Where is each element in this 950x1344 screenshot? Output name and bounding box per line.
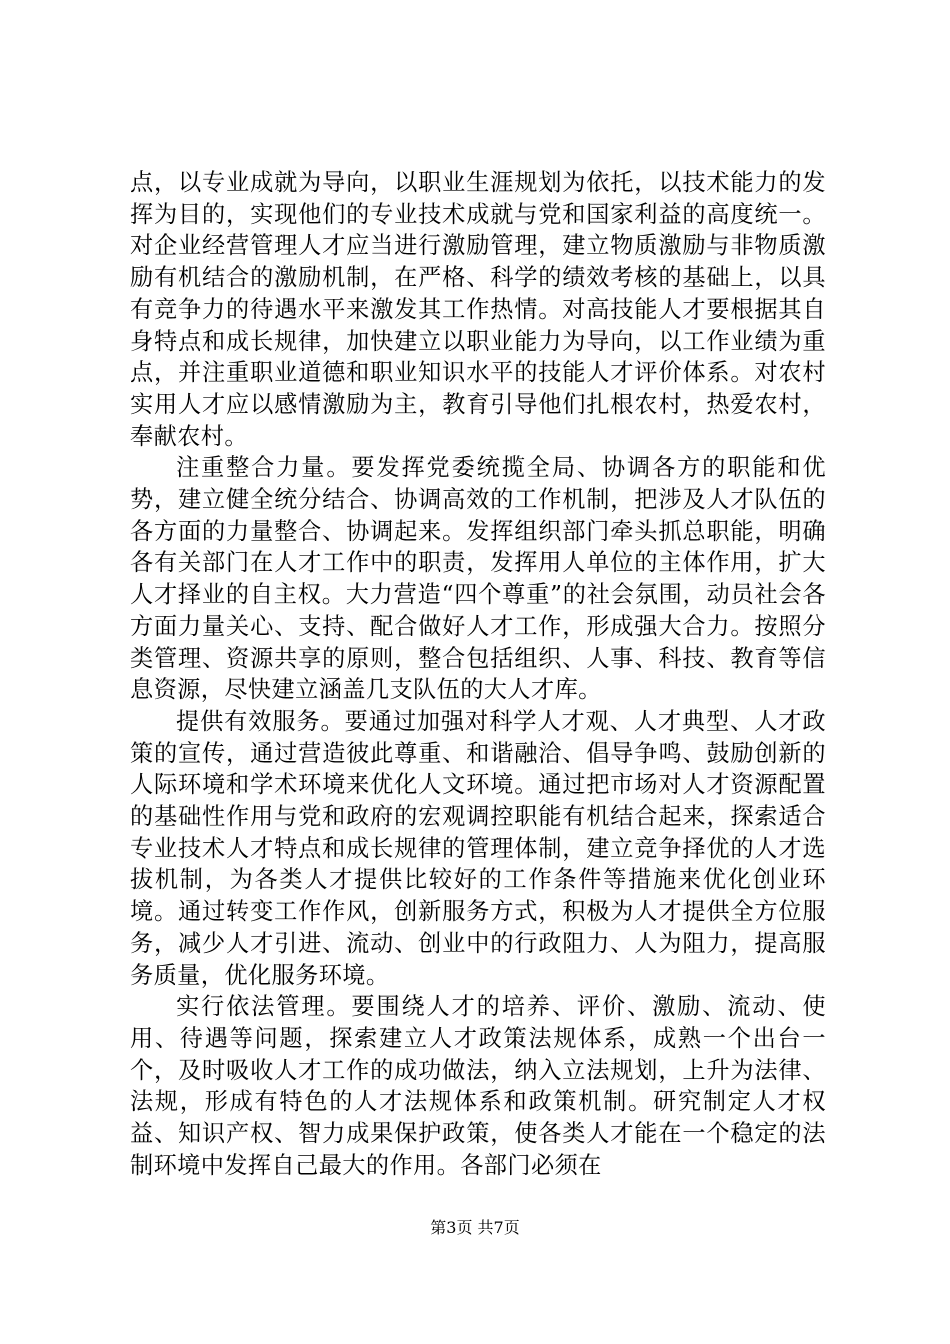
- page-footer: 第3页 共7页: [430, 1218, 520, 1237]
- paragraph-effective-services: 提供有效服务。要通过加强对科学人才观、人才典型、人才政策的宣传，通过营造彼此尊重、和谐融洽、倡导争鸣、鼓励创新的人际环境和学术环境来优化人文环境。通过把市场对人才资源配置的基础性作用与党和政府的宏观调控职能有机结合起来，探索适合专业技术人才特点和成长规律的管理体制，建立竞争择优的人才选拔机制，为各类人才提供比较好的工作条件等措施来优化创业环境。通过转变工作作风，创新服务方式，积极为人才提供全方位服务，减少人才引进、流动、创业中的行政阻力、人为阻力，提高服务质量，优化服务环境。: [130, 707, 826, 989]
- document-body: [130, 167, 826, 1182]
- paragraph-integrate-forces: 注重整合力量。要发挥党委统揽全局、协调各方的职能和优势，建立健全统分结合、协调高效的工作机制，把涉及人才队伍的各方面的力量整合、协调起来。发挥组织部门牵头抓总职能，明确各有关部门在人才工作中的职责，发挥用人单位的主体作用，扩大人才择业的自主权。大力营造“四个尊重”的社会氛围，动员社会各方面力量关心、支持、配合做好人才工作，形成强大合力。按照分类管理、资源共享的原则，整合包括组织、人事、科技、教育等信息资源，尽快建立涵盖几支队伍的大人才库。: [130, 454, 826, 704]
- paragraph-lawful-management: 实行依法管理。要围绕人才的培养、评价、激励、流动、使用、待遇等问题，探索建立人才政策法规体系，成熟一个出台一个，及时吸收人才工作的成功做法，纳入立法规划，上升为法律、法规，形成有特色的人才法规体系和政策机制。研究制定人才权益、知识产权、智力成果保护政策，使各类人才能在一个稳定的法制环境中发挥自己最大的作用。各部门必须在: [130, 993, 826, 1179]
- paragraph-continuation: 点，以专业成就为导向，以职业生涯规划为依托，以技术能力的发挥为目的，实现他们的专业技术成就与党和国家利益的高度统一。对企业经营管理人才应当进行激励管理，建立物质激励与非物质激励有机结合的激励机制，在严格、科学的绩效考核的基础上，以具有竞争力的待遇水平来激发其工作热情。对高技能人才要根据其自身特点和成长规律，加快建立以职业能力为导向，以工作业绩为重点，并注重职业道德和职业知识水平的技能人才评价体系。对农村实用人才应以感情激励为主，教育引导他们扎根农村，热爱农村，奉献农村。: [130, 169, 826, 450]
